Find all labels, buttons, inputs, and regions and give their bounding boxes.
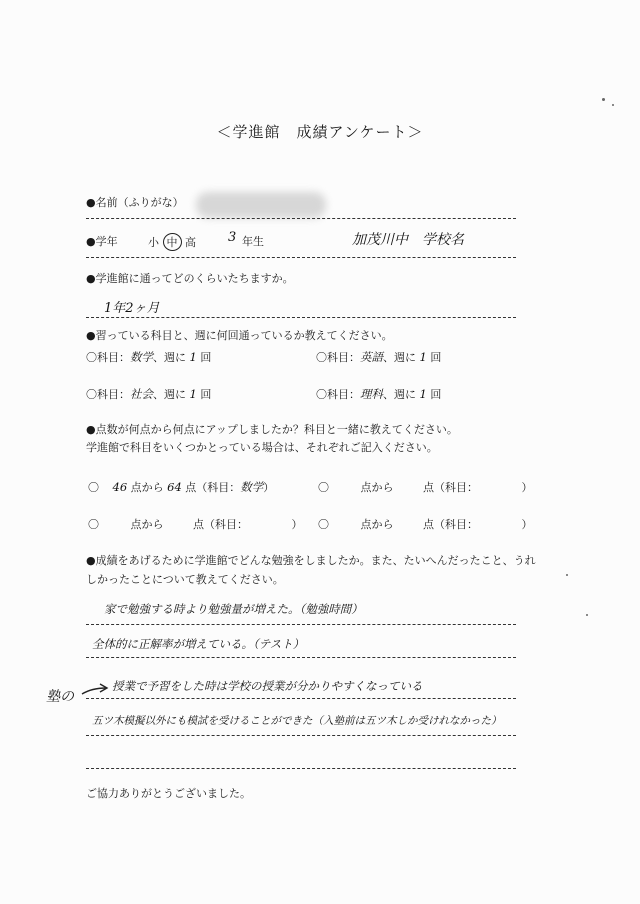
- name-label: ●名前（ふりがな）: [86, 196, 184, 209]
- study-answer-3: 授業で予習をした時は学校の授業が分かりやすくなっている: [112, 679, 423, 693]
- scan-speck: [566, 574, 568, 576]
- score-entry-empty: 〇 点から 点（科目： ）: [318, 518, 533, 531]
- grade-options: [148, 233, 196, 251]
- study-answer-2: 全体的に正解率が増えている。（テスト）: [92, 637, 305, 651]
- study-answer-1: 家で勉強する時より勉強量が増えた。（勉強時間）: [104, 602, 363, 616]
- grade-year-suffix: 年生: [242, 235, 264, 248]
- grade-middle-circled: 中: [163, 233, 182, 251]
- arrow-icon: [80, 680, 110, 700]
- score-entry: 〇 46 点から 64 点（科目：数学）: [88, 480, 275, 494]
- subject-name: 理科: [360, 387, 383, 401]
- scan-speck: [612, 104, 614, 106]
- attend-label: ●学進館に通ってどのくらいたちますか。: [86, 272, 294, 285]
- page-title: ＜学進館 成績アンケート＞: [216, 123, 424, 141]
- subject-row: 〇科目：理科、週に 1 回: [316, 387, 442, 401]
- divider: [86, 698, 516, 699]
- footer-thanks: ご協力ありがとうございました。: [86, 787, 251, 800]
- grade-high: 高: [185, 236, 196, 249]
- divider: [86, 218, 516, 219]
- redacted-name: [196, 192, 326, 218]
- study-label: ●成績をあげるために学進館でどんな勉強をしましたか。また、たいへんだったこと、うれ: [86, 554, 536, 567]
- subject-row: 〇科目：英語、週に 1 回: [316, 350, 442, 364]
- divider: [86, 624, 516, 625]
- subject-row: 〇科目：数学、週に 1 回: [86, 350, 212, 364]
- study-answer-4: 五ツ木模擬以外にも模試を受けることができた（入塾前は五ツ木しか受けれなかった）: [92, 715, 502, 727]
- score-from: 46: [112, 480, 128, 494]
- subject-name: 数学: [130, 350, 153, 364]
- grade-year-value: 3: [228, 230, 237, 245]
- school-name-handwritten: 加茂川中 学校名: [352, 232, 464, 248]
- grade-elementary: 小: [148, 236, 159, 249]
- scan-speck: [602, 98, 605, 101]
- divider: [86, 657, 516, 658]
- divider: [86, 317, 516, 318]
- subject-name: 社会: [130, 387, 153, 401]
- scores-label-2: 学進館で科目をいくつかとっている場合は、それぞれご記入ください。: [86, 441, 438, 454]
- divider: [86, 768, 516, 769]
- attend-answer: 1年2ヶ月: [104, 301, 160, 316]
- scores-label: ●点数が何点から何点にアップしましたか？科目と一緒に教えてください。: [86, 423, 458, 436]
- divider: [86, 257, 516, 258]
- score-entry-empty: 〇 点から 点（科目： ）: [88, 518, 303, 531]
- study-label-2: しかったことについて教えてください。: [86, 573, 284, 586]
- score-subject: 数学: [240, 480, 264, 494]
- subjects-label: ●習っている科目と、週に何回通っているか教えてください。: [86, 329, 393, 342]
- scan-speck: [586, 614, 588, 616]
- score-entry-empty: 〇 点から 点（科目： ）: [318, 481, 533, 494]
- subject-row: 〇科目：社会、週に 1 回: [86, 387, 212, 401]
- grade-label: ●学年: [86, 235, 118, 248]
- divider: [86, 735, 516, 736]
- score-to: 64: [167, 480, 182, 494]
- subject-name: 英語: [360, 350, 383, 364]
- margin-note: 塾の: [46, 689, 74, 705]
